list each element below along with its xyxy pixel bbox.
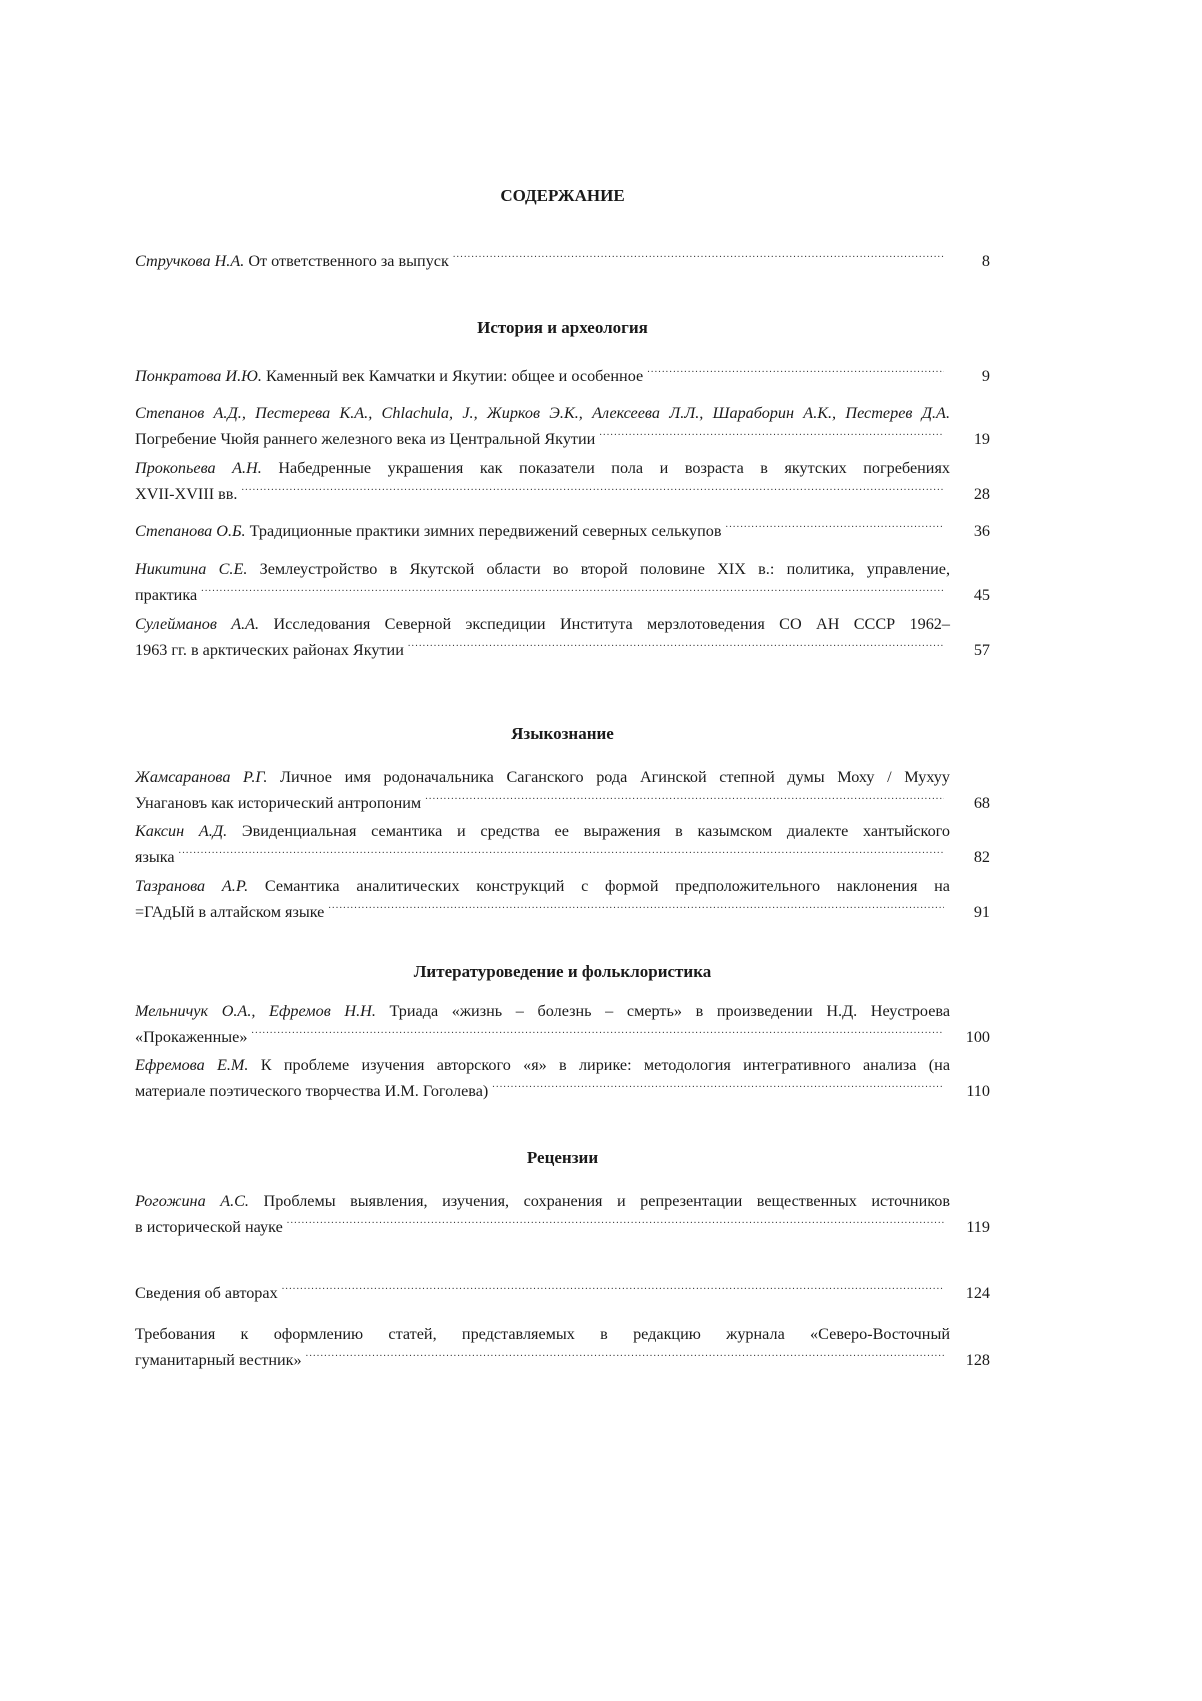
entry-title: Исследования Северной экспедиции Института мерзлотоведения СО АН СССР 1962– [273, 615, 950, 633]
toc-entry-authors-info[interactable] [135, 1280, 990, 1306]
entry-author: Ефремова Е.М. [135, 1056, 249, 1074]
toc-entry[interactable] [135, 556, 990, 608]
page-number: 119 [966, 1218, 990, 1236]
dot-leader [251, 1024, 944, 1042]
entry-title-cont: языка [135, 848, 175, 866]
page-number: 28 [973, 485, 990, 503]
table-of-contents [135, 0, 990, 1701]
toc-entry[interactable] [135, 818, 990, 870]
entry-author: Сулейманов А.А. [135, 615, 260, 633]
entry-author: Степанов А.Д., Пестерева К.А., Chlachula, J., Жирков Э.К., Алексеева Л.Л., Шараборин А.К., Пестерев Д.А. [135, 404, 950, 422]
section-heading-history: История и археология [477, 318, 648, 337]
entry-author: Степанова О.Б. [135, 522, 246, 540]
entry-title: От ответственного за выпуск [248, 252, 449, 270]
dot-leader [425, 790, 944, 808]
entry-title-cont: XVII-XVIII вв. [135, 485, 238, 503]
entry-title-cont: 1963 гг. в арктических районах Якутии [135, 641, 404, 659]
entry-title: Проблемы выявления, изучения, сохранения и репрезентации вещественных источников [263, 1192, 951, 1210]
toc-entry[interactable] [135, 400, 990, 452]
entry-title: Землеустройство в Якутской области во второй половине XIX в.: политика, управление, [259, 560, 950, 578]
entry-author: Тазранова А.Р. [135, 877, 249, 895]
entry-title: Каменный век Камчатки и Якутии: общее и особенное [265, 367, 644, 385]
page-number: 110 [966, 1082, 990, 1100]
toc-entry[interactable] [135, 998, 990, 1050]
section-heading-reviews: Рецензии [526, 1148, 599, 1167]
toc-entry[interactable] [135, 873, 990, 925]
dot-leader [241, 481, 944, 499]
entry-title: К проблеме изучения авторского «я» в лирике: методология интегративного анализа (на [260, 1056, 951, 1074]
dot-leader [453, 248, 944, 266]
page-number: 124 [965, 1284, 990, 1302]
entry-author: Мельничук О.А., Ефремов Н.Н. [135, 1002, 376, 1020]
entry-author: Никитина С.Е. [135, 560, 248, 578]
page-number: 45 [973, 586, 990, 604]
entry-title-cont: материале поэтического творчества И.М. Гоголева) [135, 1082, 489, 1100]
toc-entry[interactable] [135, 1188, 990, 1240]
page-number: 100 [965, 1028, 990, 1046]
entry-title-cont: практика [135, 586, 198, 604]
page-number: 9 [981, 367, 990, 385]
entry-title: Традиционные практики зимних передвижений северных селькупов [249, 522, 722, 540]
entry-title-cont: гуманитарный вестник» [135, 1351, 302, 1369]
entry-title-cont: «Прокаженные» [135, 1028, 248, 1046]
page-number: 82 [973, 848, 990, 866]
toc-entry[interactable] [135, 363, 990, 389]
toc-entry-requirements[interactable] [135, 1321, 990, 1373]
entry-author: Понкратова И.Ю. [135, 367, 262, 385]
entry-author: Жамсаранова Р.Г. [135, 768, 268, 786]
dot-leader [599, 426, 944, 444]
page-number: 128 [965, 1351, 990, 1369]
toc-entry[interactable] [135, 1052, 990, 1104]
page-number: 68 [973, 794, 990, 812]
entry-title: Личное имя родоначальника Саганского рода Агинской степной думы Моху / Мухуу [280, 768, 950, 786]
page-number: 19 [973, 430, 990, 448]
toc-entry[interactable] [135, 764, 990, 816]
dot-leader [282, 1280, 944, 1298]
dot-leader [179, 844, 944, 862]
dot-leader [647, 363, 944, 381]
dot-leader [306, 1347, 944, 1365]
entry-title: Сведения об авторах [135, 1284, 278, 1302]
entry-title: Требования к оформлению статей, представляемых в редакцию журнала «Северо-Восточный [135, 1325, 950, 1343]
page-number: 91 [973, 903, 990, 921]
entry-title-cont: =ГАдЫй в алтайском языке [135, 903, 325, 921]
entry-title: Триада «жизнь – болезнь – смерть» в произведении Н.Д. Неустроева [389, 1002, 950, 1020]
dot-leader [328, 899, 944, 917]
section-heading-linguistics: Языкознание [511, 724, 614, 743]
page-number: 36 [973, 522, 990, 540]
dot-leader [492, 1078, 944, 1096]
toc-entry[interactable] [135, 248, 990, 274]
entry-title-cont: Унагановъ как исторический антропоним [135, 794, 422, 812]
toc-entry[interactable] [135, 455, 990, 507]
entry-author: Рогожина А.С. [135, 1192, 249, 1210]
page-title: СОДЕРЖАНИЕ [500, 186, 625, 205]
section-heading-literature: Литературоведение и фольклористика [413, 962, 712, 981]
dot-leader [726, 518, 944, 536]
entry-author: Стручкова Н.А. [135, 252, 245, 270]
dot-leader [287, 1214, 944, 1232]
dot-leader [408, 637, 944, 655]
entry-author: Каксин А.Д. [135, 822, 228, 840]
toc-entry[interactable] [135, 518, 990, 544]
dot-leader [201, 582, 944, 600]
page-number: 8 [981, 252, 990, 270]
entry-title: Семантика аналитических конструкций с формой предположительного наклонения на [264, 877, 950, 895]
entry-title: Набедренные украшения как показатели пола и возраста в якутских погребениях [278, 459, 951, 477]
page-number: 57 [973, 641, 990, 659]
toc-entry[interactable] [135, 611, 990, 663]
entry-title: Погребение Чюйя раннего железного века из Центральной Якутии [135, 430, 596, 448]
entry-author: Прокопьева А.Н. [135, 459, 262, 477]
entry-title-cont: в исторической науке [135, 1218, 283, 1236]
entry-title: Эвиденциальная семантика и средства ее выражения в казымском диалекте хантыйского [241, 822, 951, 840]
